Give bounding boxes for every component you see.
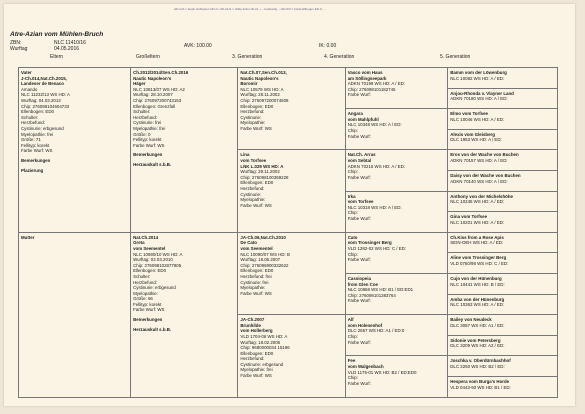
parent-cell-line: J-Ch.014,Nat.Ch.2015, <box>21 75 67 81</box>
gen4-cell-line: Chip: <box>347 333 358 339</box>
gen3-cell-line: Cystinurie: erbgesund <box>240 361 284 367</box>
gen5-cell-line: DLC 1953 WS HD: A / ED: <box>450 137 502 143</box>
gen4-cell-line: Irka <box>347 193 356 199</box>
gen3-cell-line: Herzbefund: frei <box>240 273 272 279</box>
gen5-cell-line: Elmo vom Torfsee <box>450 111 488 117</box>
parent-cell-line: Vater <box>21 70 32 75</box>
gen4-cell-line: DLC 2657 WS HD: A1 / ED:0 <box>347 328 405 334</box>
gen4-cell-line: vom Trossinger Berg <box>347 240 392 246</box>
gen5-cell-line: VLD 0443-93 WS HD: B1 / ED: <box>450 384 511 390</box>
gen4-cell <box>345 273 448 314</box>
grandparent-cell-line: Ellenbogen: ED0 <box>133 268 167 274</box>
grandparent-cell-line: Farbe Wurf: WS <box>133 142 165 148</box>
gen3-cell-line: Ellenbogen: ED0 <box>240 180 274 186</box>
gen3-cell-line: LNK L.029 WS HD: A <box>240 163 284 169</box>
gen5-cell <box>448 335 558 356</box>
gen5-cell-line: Sidonie vom Petersberg <box>450 337 501 343</box>
gen4-cell-line: vom Walgenbach <box>347 363 384 369</box>
gen3-cell-line: Farbe Wurf: WS <box>240 202 272 208</box>
grandparent-cell-line: Herzbefund: <box>133 279 157 285</box>
gen4-cell <box>345 315 448 356</box>
gen3-cell-line: Myelopathie: <box>240 285 266 291</box>
parent-cell-note: Plazierung <box>21 167 44 173</box>
gen5-cell-line: Gina vom Torfsee <box>450 214 488 220</box>
gen3-cell-line: vom Hollerberg <box>240 328 273 334</box>
grandparent-cell-line: Schulter: <box>133 109 151 115</box>
gen4-cell-line: Chip: <box>347 251 358 257</box>
gen5-cell-line: ADKN 70157 WS HD: A / ED: <box>450 157 508 163</box>
parent-cell-line: Schulter: <box>21 114 39 120</box>
gen4-cell-line: NLC 10868 WS HD: B1 / ED:ED1 <box>347 287 414 293</box>
grandparent-cell-line: Größe: 66 <box>133 296 153 302</box>
gen5-cell <box>448 376 558 397</box>
gen5-cell <box>448 212 558 233</box>
gen4-cell-line: Chip: 276098101383764 <box>347 292 396 298</box>
gen3-cell-line: Herzbefund: <box>240 185 265 191</box>
grandparent-cell <box>131 232 238 397</box>
gen-header-parents: Eltern <box>50 54 64 60</box>
gen5-cell-line: NLC 10201 WS HD: A / ED: <box>450 219 505 225</box>
gen5-cell-line: Alexis vom Gleisberg <box>450 131 495 137</box>
gen5-cell <box>448 356 558 377</box>
gen4-cell-line: Fee <box>347 358 356 364</box>
gen4-cell-line: Chip: <box>347 375 358 381</box>
gen-header-3: 3. Generation <box>232 54 263 60</box>
gen4-cell-line: Vasco vom Haus <box>347 70 383 75</box>
gen5-cell-line: Aline vom Trossinger Berg <box>450 255 507 261</box>
ik-value: IK: 0.00 <box>319 43 337 49</box>
gen5-cell <box>448 170 558 191</box>
gen4-cell-line: VLD 1175-01 WS HD: B2 / ED:ED0 <box>347 369 417 375</box>
gen3-cell-line: Boromir <box>240 81 258 87</box>
gen3-cell-line: Cystinurie: frei <box>240 279 269 285</box>
gen5-cell <box>448 109 558 130</box>
gen3-cell-line: Wurftag: 18.02.2006 <box>240 339 281 345</box>
avk-value: AVK: 100.00 <box>184 43 212 49</box>
gen4-cell-line: Chip: <box>347 169 358 175</box>
gen5-cell-line: Cujo von der Hünenburg <box>450 275 502 281</box>
gen5-cell-line: DLC 3209 WS HD: A2 / ED: <box>450 343 505 349</box>
gen5-cell <box>448 191 558 212</box>
gen5-cell-line: Amba von der Hünenburg <box>450 296 505 302</box>
gen4-cell-line: Chip: 276098101182745 <box>347 86 396 92</box>
grandparent-cell-note: Bemerkungen <box>133 317 163 323</box>
gen4-cell-line: Farbe Wurf: <box>347 92 371 98</box>
gen5-cell-line: Joschka v. Oberdürnbachhof <box>450 358 511 364</box>
pedigree-document <box>4 4 575 406</box>
grandparent-cell-line: Ch.2012/2014/Sen.Ch.2016 <box>133 70 189 75</box>
grandparent-cell-line: Häger <box>133 81 146 87</box>
gen5-cell-line: Hespera vom Burga's Horde <box>450 378 510 384</box>
gen4-cell-line: NLC 10348 WS HD: A / ED: <box>347 122 402 128</box>
grandparent-cell-line: Farbe Wurf: WS <box>133 307 165 313</box>
gen4-cell-line: vom Torfsee <box>347 199 374 205</box>
gen5-cell-line: Anthony von der Michelshöhe <box>450 193 513 199</box>
gen4-cell-line: Cassiopeia <box>347 275 371 281</box>
gen-header-grandparents: Großeltern <box>136 54 160 60</box>
gen3-cell-line: VLD 1704-06 WS HD: A <box>240 333 288 339</box>
gen3-cell-line: NLC 10579 WS HD: A <box>240 86 284 92</box>
gen3-cell-line: Lina <box>240 152 250 158</box>
gen5-cell-line: Anjou-Rhonda v. Vlayner Land <box>450 90 514 96</box>
gen3-cell-line: Farbe Wurf: WS <box>240 290 272 296</box>
gen3-cell-line: Cystinurie: <box>240 191 262 197</box>
gen3-cell-line: Chip: 276097200074508 <box>240 97 289 103</box>
gen4-cell-line: vom Mahlpfuhl <box>347 116 379 122</box>
gen4-cell-line: NLC 10318 WS HD: A / ED: <box>347 204 402 210</box>
grandparent-cell-note: Herzauskult s.b.B. <box>133 326 172 332</box>
gen5-cell-line: NLC 10082 WS HD: A / ED: <box>450 75 505 81</box>
grandparent-cell-line: Greta <box>133 240 145 246</box>
grandparent-cell-note: Bemerkungen <box>133 152 163 158</box>
gen4-cell-line: Chip: <box>347 127 358 133</box>
gen4-cell-line: Alf <box>347 317 354 323</box>
grandparent-cell-line: Nat.Ch.2014 <box>133 234 159 240</box>
grandparent-cell-line: Cystinurie: frei <box>133 120 162 126</box>
gen-header-4: 4. Generation <box>324 54 355 60</box>
pedigree-table <box>18 67 558 398</box>
gen4-cell <box>345 109 448 150</box>
gen4-cell-line: vom Holenenhof <box>347 322 383 328</box>
gen5-cell <box>448 129 558 150</box>
gen4-cell <box>345 150 448 191</box>
gen3-cell <box>238 150 345 232</box>
gen4-cell-line: VLD 1282-02 WS HD: C / ED: <box>347 245 407 251</box>
grandparent-cell <box>131 68 238 233</box>
gen3-cell-line: Herzbefund: <box>240 109 265 115</box>
gen4-cell-line: vom Sebtal <box>347 157 372 163</box>
gen3-cell-line: Ellenbogen: ED0 <box>240 268 274 274</box>
gen3-cell-line: Wurftag: 18.06.2007 <box>240 257 281 263</box>
gen4-cell-line: Nat.Ch. Arras <box>347 152 376 158</box>
grandparent-cell-line: Chip: 276098102877805 <box>133 262 182 268</box>
gen5-cell-line: NLC 10441 WS HD: B / ED: <box>450 281 505 287</box>
gen-header-5: 5. Generation <box>440 54 471 60</box>
gen5-cell-line: Ch.Kiss from a Rose Apis <box>450 234 504 240</box>
dog-name: Atre-Azian vom Mühlen-Bruch <box>10 31 104 38</box>
legend-line: HD-G/A = beide Hüftseiten HD-G; HD-A1/A = Hüfte links HD-A1 + ...beidseitig...; ED-0/0 = beide Ellbogen ED-0; ... <box>174 7 326 11</box>
grandparent-cell-line: Wurftag: 02.03.2010 <box>133 257 173 263</box>
parent-cell-line: Myelopathie: frei <box>21 131 54 137</box>
gen4-cell-line: Farbe Wurf: <box>347 380 371 386</box>
grandparent-cell-line: Nautic Napoleon's <box>133 75 172 81</box>
gen3-cell-line: JA-Ch.06,Nat.Ch.2010 <box>240 234 286 240</box>
gen3-cell-line: Herzbefund: <box>240 356 265 362</box>
parent-cell-line: Landeser de Benaco <box>21 81 64 87</box>
gen3-cell-line: Wurftag: 28.11.2002 <box>240 92 280 98</box>
parent-cell-line: Ellenbogen: ED0 <box>21 109 54 115</box>
gen4-cell-line: Farbe Wurf: <box>347 133 371 139</box>
parent-cell-line: Farbe Wurf: WS <box>21 148 53 154</box>
gen5-cell-line: SEIN-OEH WS HD: A / ED: <box>450 240 504 246</box>
grandparent-cell-line: Schulter: <box>133 273 151 279</box>
gen5-cell-line: ADKN 70140 WS HD: A / ED: <box>450 178 508 184</box>
gen3-cell <box>238 232 345 314</box>
grandparent-cell-line: Größe: 0 <box>133 131 151 137</box>
gen3-cell <box>238 315 345 397</box>
grandparent-cell-line: Ellenbogen: Grenzfall <box>133 103 176 109</box>
gen3-cell-line: Chip: 276096900332622 <box>240 262 289 268</box>
gen5-cell-line: NLC 10363 WS HD: A / ED: <box>450 302 505 308</box>
gen4-cell-line: Farbe Wurf: <box>347 298 371 304</box>
grandparent-cell-note: Herzauskult s.b.B. <box>133 161 172 167</box>
grandparent-cell-line: Cystinurie: erbgesund <box>133 285 176 291</box>
gen3-cell-line: Brunhilde <box>240 322 261 328</box>
gen4-cell <box>345 68 448 109</box>
parent-cell-line: Amando <box>21 86 38 92</box>
grandparent-cell-line: NLC 10813/07 WS HD: A2 <box>133 86 185 92</box>
grandparent-cell-line: Chip: 276097200743153 <box>133 97 182 103</box>
gen5-cell-line: VLD 0760/98 WS HD: C / ED: <box>450 260 509 266</box>
grandparent-cell-line: NLC 10690/10 WS HD: A <box>133 251 183 257</box>
gen5-cell <box>448 273 558 294</box>
gen3-cell-line: Chip: 9680000034 15196 <box>240 345 290 351</box>
gen4-cell <box>345 356 448 397</box>
parent-cell-line: NLC 11232/13 WS HD: A <box>21 92 70 98</box>
grandparent-cell-line: Myelopathie: frei <box>133 125 166 131</box>
gen5-cell <box>448 232 558 253</box>
gen5-cell-line: NLC 10046 WS HD: A / ED: <box>450 116 505 122</box>
gen3-cell-line: Farbe Wurf: WS <box>240 373 272 379</box>
gen4-cell-line: Farbe Wurf: <box>347 215 371 221</box>
gen3-cell-line: Myelopathie: <box>240 120 266 126</box>
gen3-cell-line: Farbe Wurf: WS <box>240 125 272 131</box>
parent-cell-line: Herzbefund: <box>21 120 45 126</box>
gen5-cell <box>448 315 558 336</box>
gen5-cell <box>448 253 558 274</box>
parent-cell-line: Fellityp: korekt <box>21 142 50 148</box>
gen3-cell-line: Ellenbogen: ED0 <box>240 350 274 356</box>
zbn-value: NLC 11410/16 <box>54 40 86 46</box>
parent-cell-line: Mutter <box>21 234 35 240</box>
gen4-cell-line: ADKN 70215 WS HD: A / ED: <box>347 163 406 169</box>
gen5-cell-line: Bailey von Neudeck <box>450 317 492 323</box>
gen3-cell-line: Chip: 276098100369228 <box>240 174 289 180</box>
gen5-cell <box>448 68 558 89</box>
gen3-cell-line: Ellenbogen: ED0 <box>240 103 274 109</box>
gen5-cell-line: ADKN 70180 WS HD: A / ED: <box>450 96 508 102</box>
gen5-cell-line: NLC 10245 WS HD: A / ED: <box>450 199 505 205</box>
gen4-cell-line: Farbe Wurf: <box>347 339 371 345</box>
grandparent-cell-line: Herzbefund: <box>133 114 157 120</box>
grandparent-cell-line: vom Seementel <box>133 245 166 251</box>
parent-cell-line: Cystinurie: erbgesund <box>21 125 64 131</box>
gen3-cell-line: Nat.Ch.07,Sen.Ch.013, <box>240 70 287 75</box>
gen4-cell-line: Cato <box>347 234 358 240</box>
parent-cell-line: Wurftag: 04.03.2013 <box>21 97 61 103</box>
gen4-cell <box>345 232 448 273</box>
gen5-cell-line: Eros von der Wache von Buchen <box>450 152 519 158</box>
parent-cell-line: Größe: 71 <box>21 137 41 143</box>
gen3-cell-line: Myelopathie: <box>240 197 266 203</box>
gen3-cell-line: Cystinurie: <box>240 114 262 120</box>
grandparent-cell-line: Fellityp: korekt <box>133 137 162 143</box>
gen3-cell <box>238 68 345 150</box>
grandparent-cell-line: Fellityp: korekt <box>133 301 162 307</box>
gen3-cell-line: Myelopathie: frei <box>240 367 273 373</box>
gen3-cell-line: JA-Ch.2007 <box>240 317 265 323</box>
gen4-cell-line: am Söllingseepark <box>347 75 387 81</box>
parent-cell-note: Bemerkungen <box>21 157 51 163</box>
gen3-cell-line: Nautic Napoleon's <box>240 75 279 81</box>
gen3-cell-line: NLC 10090/07 WS HD: B <box>240 251 290 257</box>
gen4-cell-line: Angara <box>347 111 363 117</box>
parent-cell <box>19 68 131 233</box>
gen4-cell-line: from Glen Coe <box>347 281 378 287</box>
parent-cell <box>19 232 131 397</box>
gen5-cell-line: DLC 3087 WS HD: A1 / ED: <box>450 322 505 328</box>
grandparent-cell-line: Myelopathie: <box>133 290 158 296</box>
gen4-cell <box>345 191 448 232</box>
gen4-cell-line: Chip: <box>347 210 358 216</box>
gen5-cell <box>448 88 558 109</box>
gen5-cell-line: Bamm vom der Löwenburg <box>450 70 507 75</box>
gen3-cell-line: vom Seementel <box>240 245 273 251</box>
zbn-label: ZBN: <box>10 40 22 46</box>
wurftag-value: 04.05.2016 <box>54 46 80 52</box>
gen5-cell <box>448 294 558 315</box>
gen5-cell-line: Daisy von der Wache von Buchen <box>450 172 521 178</box>
gen5-cell <box>448 150 558 171</box>
parent-cell-line: Chip: 276098104604733 <box>21 103 70 109</box>
wurftag-label: Wurftag <box>10 46 28 52</box>
grandparent-cell-line: Wurftag: 28.10.2007 <box>133 92 173 98</box>
gen3-cell-line: Wurftag: 29.11.2002 <box>240 169 280 175</box>
gen4-cell-line: Farbe Wurf: <box>347 174 371 180</box>
gen3-cell-line: vom Torfsee <box>240 157 267 163</box>
gen5-cell-line: DLC 2250 WS HD: B2 / ED: <box>450 363 505 369</box>
gen3-cell-line: De Cato <box>240 240 257 246</box>
gen4-cell-line: ADKN 70199 WS HD: A / ED: <box>347 81 406 87</box>
gen4-cell-line: Farbe Wurf: <box>347 257 371 263</box>
